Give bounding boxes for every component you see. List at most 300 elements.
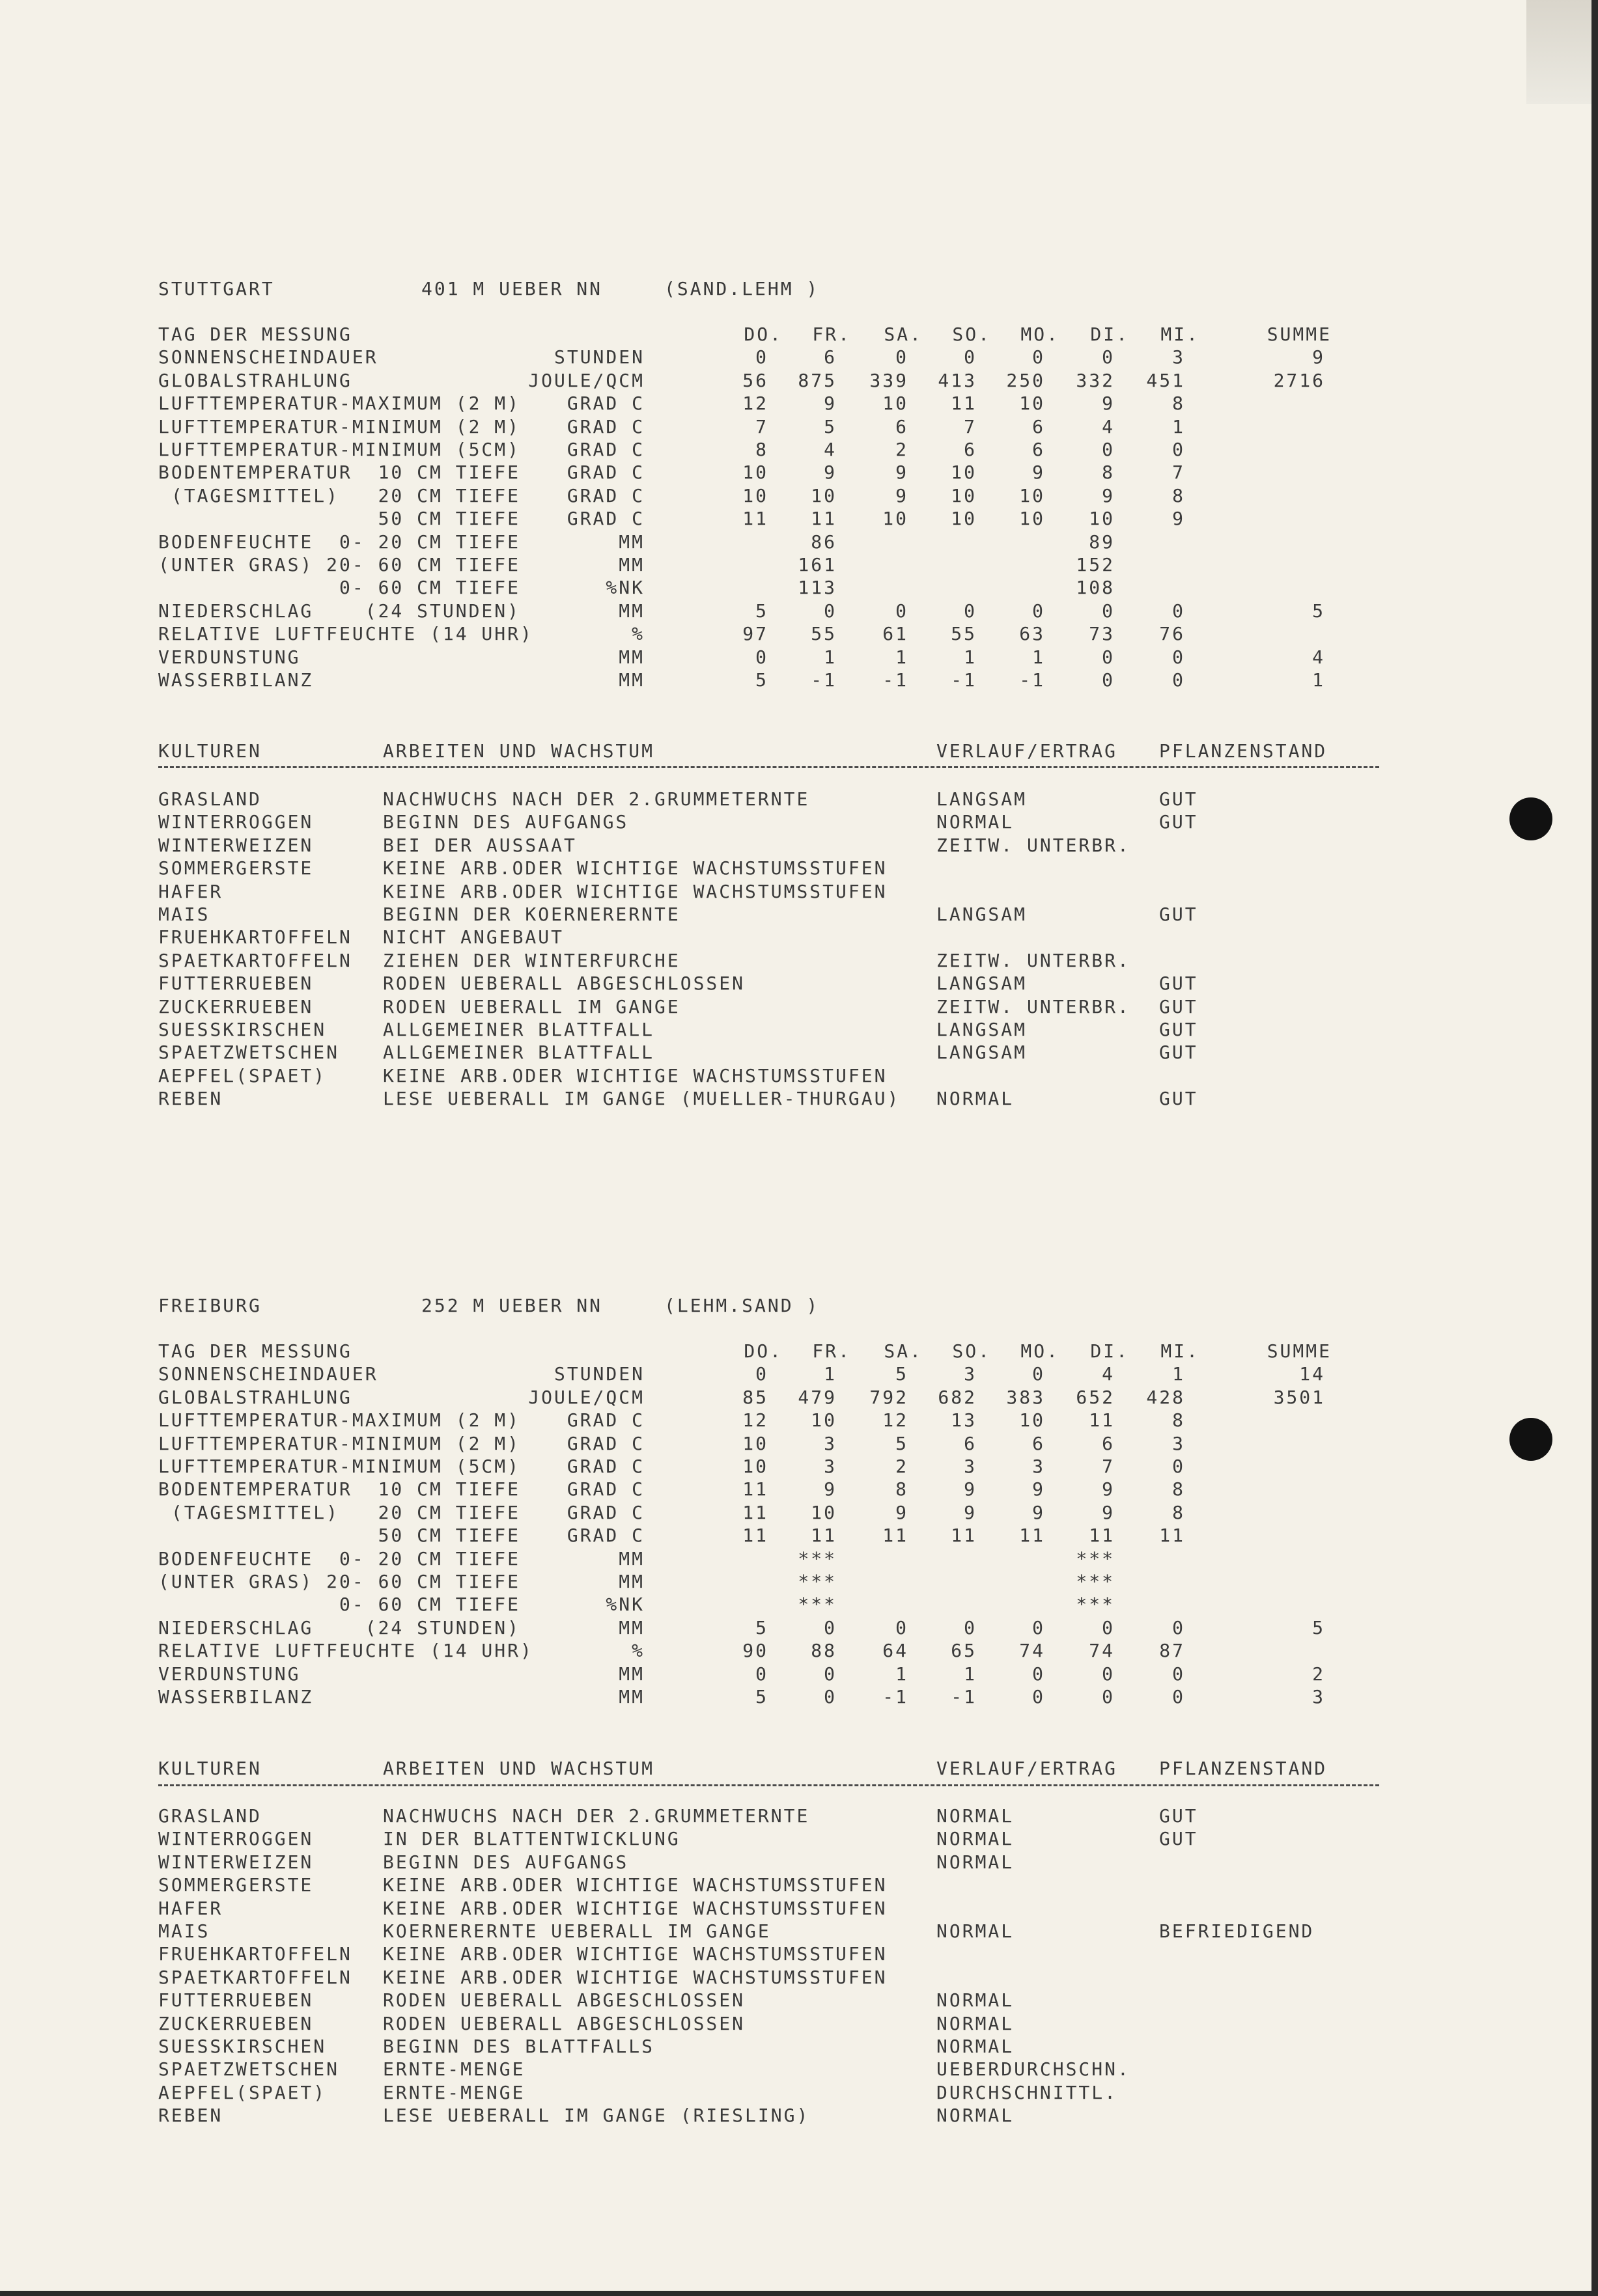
measurement-value: 86	[811, 531, 837, 553]
culture-work: KEINE ARB.ODER WICHTIGE WACHSTUMSSTUFEN	[383, 1064, 888, 1086]
measurement-value: 3	[964, 1363, 977, 1385]
measurement-value: 0	[895, 346, 908, 368]
culture-verlauf: LANGSAM	[936, 904, 1028, 925]
measurement-unit: STUNDEN	[554, 346, 645, 368]
measurement-value: 12	[882, 1409, 908, 1432]
measurement-value: -1	[951, 669, 977, 691]
measurement-value: 10	[811, 484, 837, 506]
culture-verlauf: NORMAL	[936, 1088, 1015, 1110]
dashed-divider	[158, 1784, 1379, 1786]
measurement-value: 11	[742, 1478, 768, 1501]
measurement-sum: 9	[1312, 346, 1325, 368]
measurement-unit: GRAD C	[567, 1409, 645, 1432]
cultures-header-stand: PFLANZENSTAND	[1159, 740, 1328, 762]
measurement-label: 50 CM TIEFE	[158, 1525, 521, 1547]
measurement-value: 3	[1172, 1432, 1185, 1454]
measurement-unit: GRAD C	[567, 462, 645, 484]
culture-name: ZUCKERRUEBEN	[158, 995, 314, 1017]
measurement-value: 12	[742, 1409, 768, 1432]
measurement-value: 11	[1089, 1409, 1115, 1432]
culture-verlauf: NORMAL	[936, 1828, 1015, 1850]
measurement-value: 11	[811, 508, 837, 530]
measurement-value: 9	[964, 1478, 977, 1501]
measurement-value: 6	[895, 415, 908, 437]
measurement-value: 9	[964, 1501, 977, 1523]
culture-verlauf: ZEITW. UNTERBR.	[936, 995, 1130, 1017]
measurement-value: 56	[742, 369, 768, 391]
measurement-value: 8	[1172, 1478, 1185, 1501]
measurement-value: 11	[951, 393, 977, 415]
measurement-value: 8	[895, 1478, 908, 1501]
measurement-value: 652	[1076, 1386, 1115, 1408]
measurement-value: 0	[1102, 1663, 1115, 1685]
measurement-value: 8	[1102, 462, 1115, 484]
measurement-unit: MM	[619, 1663, 645, 1685]
measurement-value: 9	[824, 393, 837, 415]
page-corner-shadow	[1526, 0, 1598, 104]
culture-work: RODEN UEBERALL ABGESCHLOSSEN	[383, 1989, 746, 2012]
day-column-header: DO.	[744, 324, 783, 345]
measurement-value: 0	[1032, 1363, 1045, 1385]
measurement-unit: MM	[619, 646, 645, 668]
measurement-value: 88	[811, 1640, 837, 1662]
measurement-sum: 4	[1312, 646, 1325, 668]
culture-name: REBEN	[158, 2105, 223, 2127]
measurement-value: 0	[1172, 1686, 1185, 1708]
measurement-unit: GRAD C	[567, 415, 645, 437]
measurement-sum: 5	[1312, 1616, 1325, 1639]
measurement-sum: 14	[1299, 1363, 1325, 1385]
culture-name: MAIS	[158, 904, 210, 925]
measurement-unit: %NK	[606, 1594, 645, 1616]
measurement-value: 0	[824, 1663, 837, 1685]
culture-stand: GUT	[1159, 788, 1198, 810]
culture-verlauf: NORMAL	[936, 1989, 1015, 2012]
measurement-value: 5	[824, 415, 837, 437]
measurement-unit: GRAD C	[567, 1501, 645, 1523]
measurement-unit: GRAD C	[567, 484, 645, 506]
culture-name: SUESSKIRSCHEN	[158, 1019, 327, 1040]
measurement-value: 89	[1089, 531, 1115, 553]
measurement-value: -1	[882, 669, 908, 691]
measurement-value: 1	[1172, 415, 1185, 437]
measurement-label: RELATIVE LUFTFEUCHTE (14 UHR)	[158, 1640, 533, 1662]
measurement-value: 113	[798, 577, 837, 599]
measurement-value: 0	[1102, 346, 1115, 368]
measurement-label: LUFTTEMPERATUR-MAXIMUM (2 M)	[158, 1409, 521, 1432]
measurement-value: 0	[1032, 1663, 1045, 1685]
culture-name: SOMMERGERSTE	[158, 1874, 314, 1896]
culture-name: WINTERROGGEN	[158, 1828, 314, 1850]
punch-hole-icon	[1509, 797, 1552, 840]
culture-name: AEPFEL(SPAET)	[158, 1064, 327, 1086]
measurement-label: LUFTTEMPERATUR-MINIMUM (5CM)	[158, 439, 521, 460]
day-column-header: DI.	[1090, 1340, 1129, 1362]
culture-verlauf: NORMAL	[936, 2105, 1015, 2127]
measurement-label: VERDUNSTUNG	[158, 1663, 301, 1685]
measurement-value: 5	[755, 1686, 768, 1708]
measurement-value: 0	[1032, 1686, 1045, 1708]
measurement-value: 97	[742, 623, 768, 645]
measurement-label: WASSERBILANZ	[158, 669, 314, 691]
measurement-value: 13	[951, 1409, 977, 1432]
measurement-unit: GRAD C	[567, 1525, 645, 1547]
station-altitude: 252 M UEBER NN	[421, 1295, 603, 1316]
measurement-value: 1	[824, 1363, 837, 1385]
measurement-value: -1	[882, 1686, 908, 1708]
culture-work: KEINE ARB.ODER WICHTIGE WACHSTUMSSTUFEN	[383, 1874, 888, 1896]
culture-work: BEGINN DES BLATTFALLS	[383, 2036, 655, 2057]
measurement-value: 0	[964, 1616, 977, 1639]
culture-work: NACHWUCHS NACH DER 2.GRUMMETERNTE	[383, 788, 810, 810]
measurement-value: 11	[1089, 1525, 1115, 1547]
measurement-value: 8	[755, 439, 768, 460]
measurement-value: 0	[1172, 600, 1185, 622]
measurement-label: 0- 60 CM TIEFE	[158, 577, 521, 599]
station-soil-type: (LEHM.SAND )	[664, 1295, 820, 1316]
cultures-header-verlauf: VERLAUF/ERTRAG	[936, 740, 1118, 762]
culture-name: SPAETKARTOFFELN	[158, 949, 352, 971]
measurement-sum: 2	[1312, 1663, 1325, 1685]
measurement-value: 74	[1019, 1640, 1045, 1662]
culture-name: HAFER	[158, 1897, 223, 1919]
measurement-value: 1	[895, 1663, 908, 1685]
measurement-label: RELATIVE LUFTFEUCHTE (14 UHR)	[158, 623, 533, 645]
culture-work: KEINE ARB.ODER WICHTIGE WACHSTUMSSTUFEN	[383, 857, 888, 879]
measurement-value: 8	[1172, 1501, 1185, 1523]
table-header-label: TAG DER MESSUNG	[158, 324, 352, 345]
measurement-value: 0	[1102, 1616, 1115, 1639]
measurement-value: 0	[1032, 600, 1045, 622]
measurement-unit: JOULE/QCM	[528, 1386, 645, 1408]
day-column-header: SO.	[952, 324, 991, 345]
culture-name: SUESSKIRSCHEN	[158, 2036, 327, 2057]
measurement-value: 3	[1172, 346, 1185, 368]
measurement-value: ***	[1076, 1547, 1115, 1570]
culture-work: ERNTE-MENGE	[383, 2081, 526, 2103]
culture-work: RODEN UEBERALL ABGESCHLOSSEN	[383, 973, 746, 995]
measurement-value: 9	[895, 1501, 908, 1523]
measurement-value: 0	[1172, 669, 1185, 691]
measurement-value: 0	[1172, 1616, 1185, 1639]
measurement-label: (UNTER GRAS) 20- 60 CM TIEFE	[158, 1571, 521, 1592]
measurement-value: 682	[938, 1386, 977, 1408]
measurement-value: 108	[1076, 577, 1115, 599]
measurement-unit: %NK	[606, 577, 645, 599]
culture-name: SPAETKARTOFFELN	[158, 1966, 352, 1988]
station-soil-type: (SAND.LEHM )	[664, 278, 820, 299]
measurement-value: 9	[1032, 1501, 1045, 1523]
measurement-label: BODENTEMPERATUR 10 CM TIEFE	[158, 1478, 521, 1501]
measurement-unit: MM	[619, 1686, 645, 1708]
measurement-value: 383	[1006, 1386, 1045, 1408]
measurement-value: 12	[742, 393, 768, 415]
cultures-header-stand: PFLANZENSTAND	[1159, 1758, 1328, 1779]
culture-name: WINTERWEIZEN	[158, 1851, 314, 1873]
measurement-value: 10	[951, 462, 977, 484]
measurement-value: 64	[882, 1640, 908, 1662]
measurement-value: 3	[1032, 1456, 1045, 1477]
measurement-value: 11	[1019, 1525, 1045, 1547]
measurement-sum: 5	[1312, 600, 1325, 622]
culture-name: FRUEHKARTOFFELN	[158, 1943, 352, 1965]
measurement-label: (TAGESMITTEL) 20 CM TIEFE	[158, 484, 521, 506]
measurement-value: 4	[1102, 1363, 1115, 1385]
measurement-value: 0	[964, 346, 977, 368]
measurement-label: LUFTTEMPERATUR-MINIMUM (5CM)	[158, 1456, 521, 1477]
culture-work: KEINE ARB.ODER WICHTIGE WACHSTUMSSTUFEN	[383, 1966, 888, 1988]
culture-work: BEGINN DES AUFGANGS	[383, 1851, 629, 1873]
measurement-value: 0	[964, 600, 977, 622]
culture-stand: GUT	[1159, 1828, 1198, 1850]
measurement-value: 332	[1076, 369, 1115, 391]
measurement-value: 0	[1032, 1616, 1045, 1639]
measurement-value: 0	[1102, 1686, 1115, 1708]
culture-verlauf: NORMAL	[936, 1851, 1015, 1873]
measurement-value: 5	[755, 669, 768, 691]
culture-work: ERNTE-MENGE	[383, 2058, 526, 2081]
culture-name: WINTERROGGEN	[158, 811, 314, 833]
measurement-value: 0	[755, 346, 768, 368]
culture-stand: GUT	[1159, 995, 1198, 1017]
culture-work: ALLGEMEINER BLATTFALL	[383, 1042, 655, 1064]
culture-stand: GUT	[1159, 904, 1198, 925]
culture-stand: GUT	[1159, 1805, 1198, 1827]
measurement-label: WASSERBILANZ	[158, 1686, 314, 1708]
measurement-value: 10	[742, 1456, 768, 1477]
measurement-value: 5	[755, 600, 768, 622]
measurement-value: 250	[1006, 369, 1045, 391]
measurement-value: 5	[895, 1363, 908, 1385]
measurement-value: ***	[1076, 1571, 1115, 1592]
measurement-value: 10	[1019, 508, 1045, 530]
measurement-value: 0	[895, 1616, 908, 1639]
measurement-value: 9	[895, 484, 908, 506]
measurement-value: 10	[1089, 508, 1115, 530]
culture-work: NACHWUCHS NACH DER 2.GRUMMETERNTE	[383, 1805, 810, 1827]
measurement-value: -1	[811, 669, 837, 691]
measurement-unit: %	[632, 623, 645, 645]
measurement-value: 0	[895, 600, 908, 622]
measurement-value: 9	[895, 462, 908, 484]
measurement-label: (TAGESMITTEL) 20 CM TIEFE	[158, 1501, 521, 1523]
measurement-value: 0	[755, 1363, 768, 1385]
measurement-label: SONNENSCHEINDAUER	[158, 1363, 378, 1385]
day-column-header: MO.	[1020, 324, 1059, 345]
measurement-value: 0	[1102, 439, 1115, 460]
day-column-header: DI.	[1090, 324, 1129, 345]
punch-hole-icon	[1509, 1418, 1552, 1461]
station-city: STUTTGART	[158, 278, 275, 299]
measurement-value: 10	[1019, 1409, 1045, 1432]
measurement-value: 8	[1172, 393, 1185, 415]
measurement-value: 0	[1172, 1663, 1185, 1685]
sum-column-header: SUMME	[1267, 1340, 1332, 1362]
measurement-unit: MM	[619, 669, 645, 691]
measurement-value: 792	[869, 1386, 908, 1408]
measurement-unit: JOULE/QCM	[528, 369, 645, 391]
measurement-value: 2	[895, 1456, 908, 1477]
page-edge-right	[1591, 0, 1598, 2296]
culture-verlauf: LANGSAM	[936, 788, 1028, 810]
measurement-value: 9	[1032, 1478, 1045, 1501]
measurement-value: ***	[798, 1594, 837, 1616]
culture-work: KOERNERERNTE UEBERALL IM GANGE	[383, 1920, 771, 1942]
measurement-value: 87	[1159, 1640, 1185, 1662]
culture-work: NICHT ANGEBAUT	[383, 926, 565, 948]
measurement-value: 61	[882, 623, 908, 645]
page-edge-bottom	[0, 2291, 1598, 2296]
culture-stand: GUT	[1159, 811, 1198, 833]
measurement-value: 73	[1089, 623, 1115, 645]
culture-name: GRASLAND	[158, 1805, 262, 1827]
measurement-label: 50 CM TIEFE	[158, 508, 521, 530]
measurement-sum: 2716	[1273, 369, 1325, 391]
measurement-label: 0- 60 CM TIEFE	[158, 1594, 521, 1616]
day-column-header: DO.	[744, 1340, 783, 1362]
culture-work: RODEN UEBERALL ABGESCHLOSSEN	[383, 2012, 746, 2034]
day-column-header: SA.	[884, 1340, 923, 1362]
culture-verlauf: NORMAL	[936, 1805, 1015, 1827]
culture-work: ZIEHEN DER WINTERFURCHE	[383, 949, 680, 971]
culture-verlauf: DURCHSCHNITTL.	[936, 2081, 1118, 2103]
measurement-label: VERDUNSTUNG	[158, 646, 301, 668]
measurement-unit: GRAD C	[567, 393, 645, 415]
measurement-value: 10	[742, 484, 768, 506]
measurement-value: 10	[882, 508, 908, 530]
measurement-value: 11	[811, 1525, 837, 1547]
culture-name: GRASLAND	[158, 788, 262, 810]
measurement-value: 1	[1032, 646, 1045, 668]
culture-work: LESE UEBERALL IM GANGE (MUELLER-THURGAU)	[383, 1088, 901, 1110]
measurement-unit: GRAD C	[567, 508, 645, 530]
measurement-value: 7	[755, 415, 768, 437]
measurement-value: 90	[742, 1640, 768, 1662]
culture-verlauf: ZEITW. UNTERBR.	[936, 949, 1130, 971]
measurement-value: 5	[895, 1432, 908, 1454]
measurement-value: 9	[1102, 484, 1115, 506]
measurement-value: 10	[1019, 484, 1045, 506]
measurement-value: ***	[798, 1547, 837, 1570]
cultures-header-arbeiten: ARBEITEN UND WACHSTUM	[383, 740, 655, 762]
measurement-label: LUFTTEMPERATUR-MINIMUM (2 M)	[158, 1432, 521, 1454]
culture-work: ALLGEMEINER BLATTFALL	[383, 1019, 655, 1040]
measurement-value: 1	[964, 646, 977, 668]
culture-name: HAFER	[158, 880, 223, 902]
culture-work: KEINE ARB.ODER WICHTIGE WACHSTUMSSTUFEN	[383, 880, 888, 902]
measurement-unit: MM	[619, 1616, 645, 1639]
measurement-value: 0	[1032, 346, 1045, 368]
day-column-header: FR.	[812, 1340, 851, 1362]
measurement-value: 161	[798, 554, 837, 575]
measurement-value: 451	[1146, 369, 1185, 391]
cultures-header-kulturen: KULTUREN	[158, 1758, 262, 1779]
measurement-value: 10	[882, 393, 908, 415]
measurement-label: NIEDERSCHLAG (24 STUNDEN)	[158, 600, 521, 622]
culture-work: BEGINN DES AUFGANGS	[383, 811, 629, 833]
measurement-value: 10	[811, 1501, 837, 1523]
measurement-value: 7	[1102, 1456, 1115, 1477]
measurement-value: 6	[824, 346, 837, 368]
measurement-unit: STUNDEN	[554, 1363, 645, 1385]
measurement-value: 8	[1172, 1409, 1185, 1432]
measurement-unit: GRAD C	[567, 1478, 645, 1501]
measurement-value: 9	[1102, 1501, 1115, 1523]
measurement-value: 1	[964, 1663, 977, 1685]
day-column-header: MI.	[1160, 324, 1199, 345]
measurement-unit: GRAD C	[567, 1432, 645, 1454]
measurement-value: 6	[964, 439, 977, 460]
culture-verlauf: LANGSAM	[936, 1042, 1028, 1064]
culture-work: LESE UEBERALL IM GANGE (RIESLING)	[383, 2105, 810, 2127]
measurement-value: 413	[938, 369, 977, 391]
measurement-label: NIEDERSCHLAG (24 STUNDEN)	[158, 1616, 521, 1639]
measurement-value: ***	[1076, 1594, 1115, 1616]
measurement-label: LUFTTEMPERATUR-MAXIMUM (2 M)	[158, 393, 521, 415]
measurement-label: GLOBALSTRAHLUNG	[158, 1386, 352, 1408]
measurement-value: 6	[1032, 415, 1045, 437]
measurement-label: (UNTER GRAS) 20- 60 CM TIEFE	[158, 554, 521, 575]
measurement-sum: 1	[1312, 669, 1325, 691]
culture-work: BEGINN DER KOERNERERNTE	[383, 904, 680, 925]
measurement-value: 9	[824, 1478, 837, 1501]
measurement-value: 0	[1102, 646, 1115, 668]
culture-verlauf: NORMAL	[936, 811, 1015, 833]
day-column-header: MI.	[1160, 1340, 1199, 1362]
culture-verlauf: LANGSAM	[936, 1019, 1028, 1040]
measurement-value: 152	[1076, 554, 1115, 575]
measurement-value: -1	[951, 1686, 977, 1708]
measurement-label: BODENFEUCHTE 0- 20 CM TIEFE	[158, 1547, 521, 1570]
culture-stand: GUT	[1159, 1088, 1198, 1110]
culture-verlauf: NORMAL	[936, 2012, 1015, 2034]
culture-name: SOMMERGERSTE	[158, 857, 314, 879]
station-altitude: 401 M UEBER NN	[421, 278, 603, 299]
measurement-value: 9	[824, 462, 837, 484]
culture-name: REBEN	[158, 1088, 223, 1110]
cultures-header-kulturen: KULTUREN	[158, 740, 262, 762]
culture-stand: GUT	[1159, 973, 1198, 995]
measurement-value: 76	[1159, 623, 1185, 645]
measurement-value: 85	[742, 1386, 768, 1408]
day-column-header: MO.	[1020, 1340, 1059, 1362]
measurement-value: 6	[1102, 1432, 1115, 1454]
measurement-value: 875	[798, 369, 837, 391]
measurement-value: 4	[824, 439, 837, 460]
measurement-value: 0	[1172, 439, 1185, 460]
culture-name: SPAETZWETSCHEN	[158, 2058, 340, 2081]
day-column-header: SA.	[884, 324, 923, 345]
day-column-header: FR.	[812, 324, 851, 345]
culture-name: WINTERWEIZEN	[158, 834, 314, 856]
measurement-value: 3	[824, 1456, 837, 1477]
measurement-value: 0	[824, 1616, 837, 1639]
culture-verlauf: LANGSAM	[936, 973, 1028, 995]
measurement-value: 5	[755, 1616, 768, 1639]
measurement-label: BODENFEUCHTE 0- 20 CM TIEFE	[158, 531, 521, 553]
measurement-value: 10	[1019, 393, 1045, 415]
measurement-value: 6	[1032, 439, 1045, 460]
sum-column-header: SUMME	[1267, 324, 1332, 345]
measurement-value: 479	[798, 1386, 837, 1408]
measurement-value: 6	[964, 1432, 977, 1454]
measurement-value: 11	[742, 1525, 768, 1547]
measurement-value: 11	[742, 1501, 768, 1523]
measurement-value: 3	[964, 1456, 977, 1477]
measurement-value: 10	[742, 462, 768, 484]
cultures-header-arbeiten: ARBEITEN UND WACHSTUM	[383, 1758, 655, 1779]
measurement-sum: 3	[1312, 1686, 1325, 1708]
